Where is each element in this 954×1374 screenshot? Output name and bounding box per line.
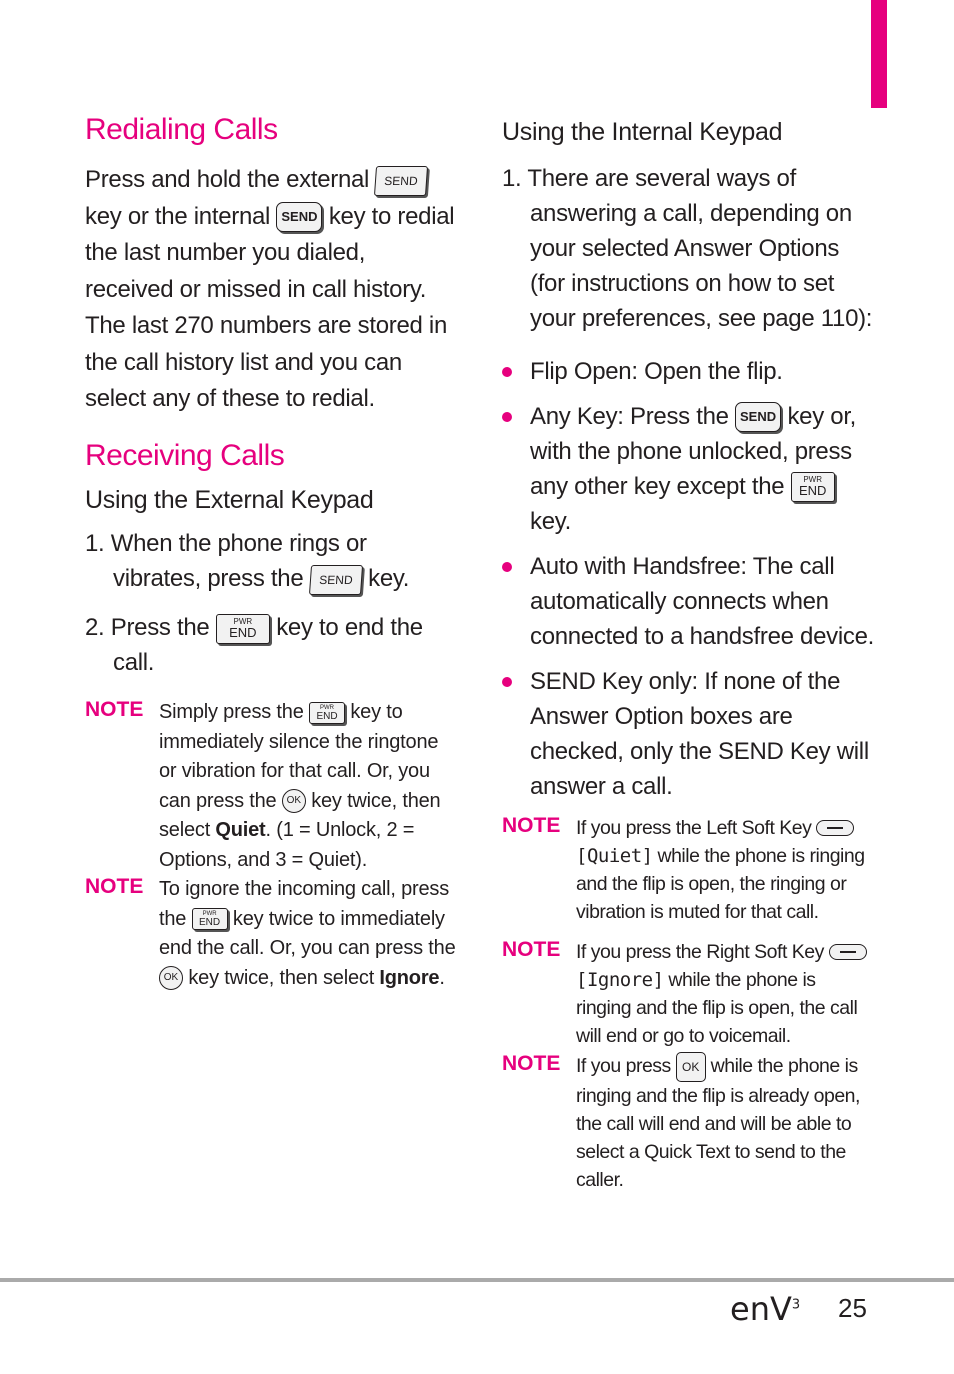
end-key-icon: PWR END [791, 472, 835, 502]
note-label: NOTE [502, 937, 561, 961]
step-item: 1. There are several ways of answering a call, depending on your selected Answer Options (for instructions on how to set your preferences, see page 110): [502, 164, 873, 332]
redialing-heading: Redialing Calls [85, 113, 278, 146]
note-right-soft-key [502, 938, 874, 1050]
note-ignore [85, 875, 457, 993]
answer-options-list [502, 354, 874, 804]
left-column [85, 112, 457, 993]
note-label: NOTE [85, 698, 144, 721]
note-left-soft-key [502, 814, 874, 926]
brand-logo: enV$^3$ [730, 1290, 801, 1328]
note-text: To ignore the incoming call, press the PWR END key twice to immediately end the call. Or, you can press the OK key twice, then select Ignore. [159, 878, 456, 989]
ok-key-icon: OK [282, 789, 306, 813]
note-text: Simply press the PWR END key to immediately silence the ringtone or vibration for that call. Or, you can press the OK key twice, then select Quiet. (1 = Unlock, 2 = Options, and 3 = Quiet). [159, 701, 441, 871]
redial-paragraph: Press and hold the external SEND key or the internal SEND key to redial the last number you dialed, received or missed in call history. The last 270 numbers are stored in the call history list and you can select any of these to redial. [85, 166, 455, 412]
send-key-icon: SEND [374, 166, 428, 196]
end-key-icon: PWR END [192, 908, 228, 930]
bullet-icon [502, 562, 512, 572]
note-text: If you press the Right Soft Key [Ignore] while the phone is ringing and the flip is open, the call will end or go to voicemail. [576, 938, 874, 1050]
send-key-icon: SEND [309, 565, 363, 595]
note-label: NOTE [502, 813, 561, 837]
bullet-icon [502, 412, 512, 422]
page-number: 25 [838, 1293, 867, 1323]
chapter-tab [871, 0, 887, 108]
ok-key-icon: OK [159, 966, 183, 990]
bullet-icon [502, 367, 512, 377]
bullet-flip-open: Flip Open: Open the flip. [502, 354, 874, 389]
note-text: If you press the Left Soft Key [Quiet] while the phone is ringing and the flip is open, the ringing or vibration is muted for that call. [576, 816, 865, 923]
external-steps [85, 526, 457, 680]
internal-keypad-subheading: Using the Internal Keypad [502, 118, 783, 146]
end-key-icon: PWR END [309, 702, 345, 724]
receiving-heading: Receiving Calls [85, 438, 285, 472]
note-silence [85, 698, 457, 875]
bullet-auto-handsfree: Auto with Handsfree: The call automatically connects when connected to a handsfree device. [502, 549, 874, 654]
send-key-icon: SEND [276, 202, 322, 232]
note-label: NOTE [85, 875, 144, 898]
step-item: 2. Press the PWR END key to end the call. [85, 614, 423, 676]
note-ok-key [502, 1052, 874, 1194]
bullet-any-key: Any Key: Press the SEND key or, with the phone unlocked, press any other key except the PWR END key. [502, 399, 874, 539]
left-soft-key-icon [816, 820, 854, 836]
footer-rule [0, 1278, 954, 1282]
send-key-icon: SEND [735, 402, 781, 432]
step-item: 1. When the phone rings or vibrates, press the SEND key. [85, 526, 457, 596]
external-keypad-subheading: Using the External Keypad [85, 485, 374, 514]
bullet-icon [502, 677, 512, 687]
bullet-send-key-only: SEND Key only: If none of the Answer Option boxes are checked, only the SEND Key will answer a call. [502, 664, 874, 804]
note-label: NOTE [502, 1051, 561, 1075]
right-column [502, 112, 874, 1194]
ok-key-icon: OK [676, 1052, 706, 1082]
end-key-icon: PWR END [216, 614, 270, 644]
right-soft-key-icon [829, 944, 867, 960]
internal-steps [502, 161, 874, 336]
note-text: If you press OK while the phone is ringing and the flip is already open, the call will end and will be able to select a Quick Text to send to the caller. [576, 1052, 874, 1194]
